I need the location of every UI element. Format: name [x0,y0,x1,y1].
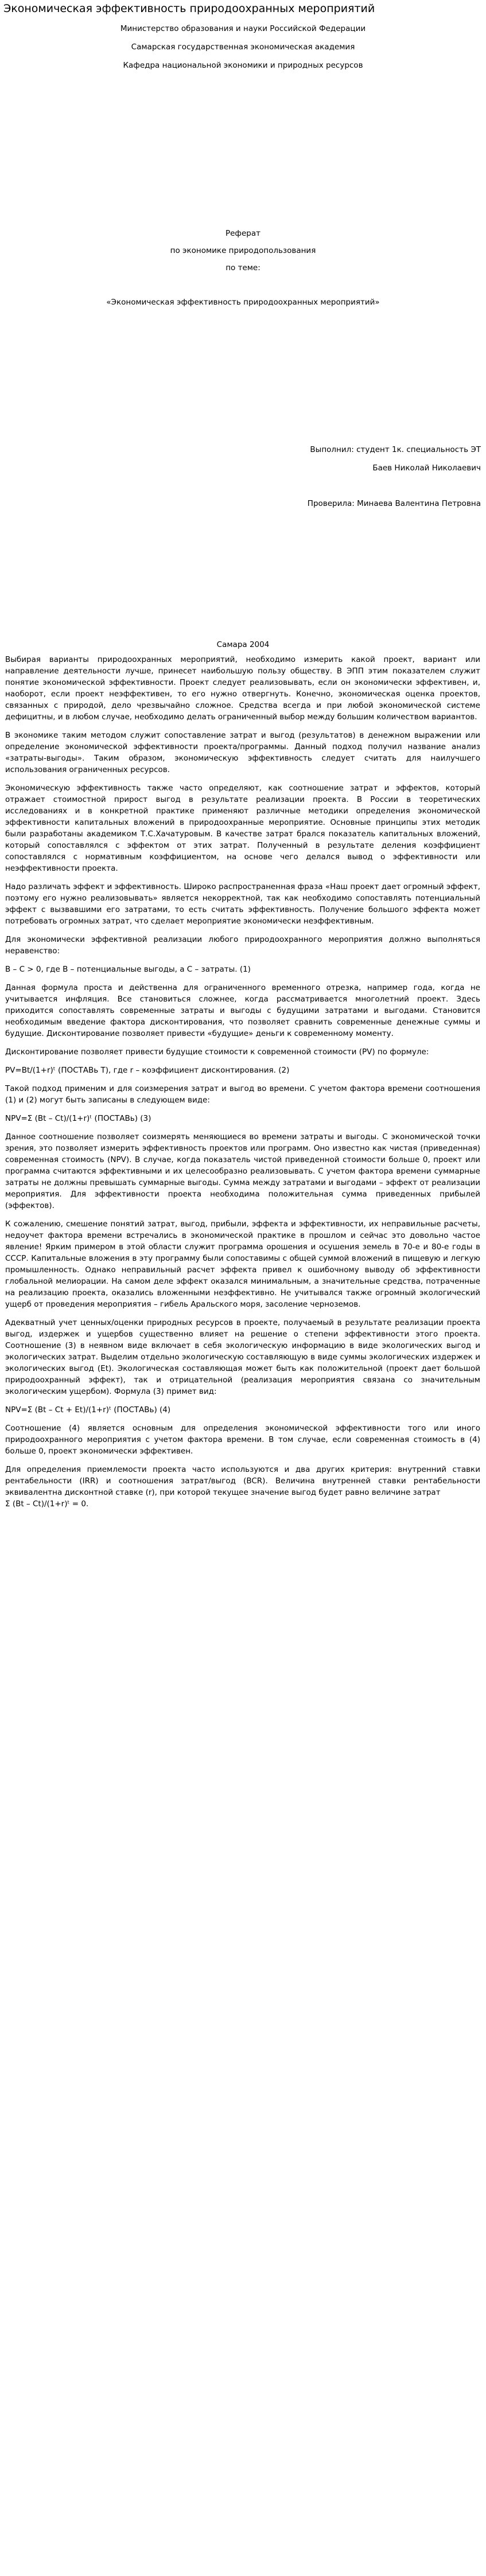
author-label: Выполнил: студент 1к. специальность ЭТ [310,445,481,454]
paragraph: Данная формула проста и действенна для ограниченного временного отрезка, например года, когда не учитывается инфляция. Все становиться сложнее, когда рассматривается многолетний проект. Здесь приходится сопоставлять современные затраты и выгоды с будущими затратами и выгодами. Становится необходимым введение фактора дисконтирования, что позволяет сравнить современные денежные суммы и будущие. Дисконтирование позволяет привести «будущие» деньги к современному моменту. [5,983,480,1038]
report-subject: по экономике природопользования [170,246,316,255]
paragraph: Надо различать эффект и эффективность. Широко распространенная фраза «Наш проект дает огромный эффект, поэтому его нужно реализовывать» является некорректной, так как необходимо сопоставлять потенциальный эффект с вызвавшими его затратами, то есть считать эффективность. Получение большого эффекта может потребовать огромных затрат, что сделает мероприятие экономически неэффективным. [5,882,480,926]
formula-2: PV=Bt/(1+r)ᵗ (ПОСТАВь T), где r – коэффициент дисконтирования. (2) [5,1066,290,1075]
formula-3: NPV=Σ (Bt – Ct)/(1+r)ᵗ (ПОСТАВь) (3) [5,1114,151,1123]
title-page-author [0,441,486,513]
paragraph: Для определения приемлемости проекта часто используются и два других критерия: внутренний ставки рентабельности (IRR) и соотношения затрат/выгод (BCR). Величина внутренней ставки рентабельности эквивалентна дисконтной ставке (r), при которой текущее значение выгод будет равно величине затрат [5,1465,480,1497]
paragraph: Соотношение (4) является основным для определения экономической эффективности того или иного природоохранного мероприятия с учетом фактора времени. В том случае, если современная стоимость в (4) больше 0, проект экономически эффективен. [5,1424,480,1456]
paragraph: Для экономически эффективной реализации любого природоохранного мероприятия должно выполняться неравенство: [5,935,480,956]
report-label: Реферат [225,229,261,238]
paragraph: К сожалению, смешение понятий затрат, выгод, прибыли, эффекта и эффективности, их неправильные расчеты, недоучет фактора времени встречались в экономической практике в прошлом и сейчас это довольно частое явление! Ярким примером в этой области служит программа орошения и осушения земель в 70-е и 80-е годы в СССР. Капитальные вложения в эту программу были сопоставимы с общей суммой вложений в пищевую и легкую промышленность. Однако неправильный расчет эффекта привел к ошибочному выводу об эффективности глобальной мелиорации. На самом деле эффект оказался минимальным, а значительные средства, потраченные на реализацию проекта, оказались вложенными неэффективно. Не учитывался также огромный экологический ущерб от проведения мероприятия – гибель Аральского моря, засоление черноземов. [5,1219,480,1309]
paragraph: Такой подход применим и для соизмерения затрат и выгод во времени. С учетом фактора времени соотношения (1) и (2) могут быть записаны в следующем виде: [5,1084,480,1105]
ministry-line: Министерство образования и науки Российской Федерации [120,24,366,33]
document-body [0,654,486,1510]
author-name: Баев Николай Николаевич [372,463,481,473]
city-year: Самара 2004 [216,640,270,649]
formula-5: Σ (Bt – Ct)/(1+r)ᵗ = 0. [5,1499,89,1509]
report-topic-label: по теме: [225,263,261,272]
title-page-header [0,20,486,75]
checker-name: Проверила: Минаева Валентина Петровна [307,499,481,508]
academy-line: Самарская государственная экономическая академия [131,42,355,52]
paragraph: Данное соотношение позволяет соизмерять меняющиеся во времени затраты и выгоды. С экономической точки зрения, это позволяет измерить эффективность проектов или программ. Оно известно как чистая (приведенная) современная стоимость (NPV). В случае, когда показатель чистой приведенной стоимости больше 0, проект или программа считаются эффективными и их целесообразно реализовывать. С учетом фактора времени суммарные затраты не должны превышать суммарные выгоды. Сумма между затратами и выгодами – эффект от реализации мероприятия. Для эффективности проекта необходима положительная сумма приведенных прибылей (эффектов). [5,1132,480,1210]
paragraph: Адекватный учет ценных/оценки природных ресурсов в проекте, получаемый в результате реализации проекта выгод, издержек и ущербов существенно влияет на решение о степени эффективности этого проекта. Соотношение (3) в неявном виде включает в себя экологическую информацию в виде экологических выгод и экологических затрат. Выделим отдельно экологическую составляющую в виде суммы экологических издержек и экологических выгод (Et). Экологическая составляющая может быть как положительной (проект дает большой природоохранный эффект), так и отрицательной (реализация мероприятия связана со значительным экологическим ущербом). Формула (3) примет вид: [5,1318,480,1396]
paragraph: Дисконтирование позволяет привести будущие стоимости к современной стоимости (PV) по формуле: [5,1047,429,1057]
report-topic: «Экономическая эффективность природоохранных мероприятий» [106,298,380,307]
title-page-report [0,225,486,311]
page-title: Экономическая эффективность природоохранных мероприятий [3,2,375,15]
paragraph: Экономическую эффективность также часто определяют, как соотношение затрат и эффектов, который отражает стоимостной прирост выгод в результате реализации проекта. В России в теоретических исследованиях и в конкретной практике применяют различные методики определения экономической эффективности капитальных вложений в природоохранные мероприятие. Основные принципы этих методик были разработаны академиком Т.С.Хачатуровым. В качестве затрат брался показатель капитальных вложений, который сопоставлялся с эффектом от этих затрат. Полученный в результате деления коэффициент сопоставлялся с нормативным коэффициентом, на основе чего делался вывод о эффективности или неэффективности проекта. [5,784,480,873]
paragraph: В экономике таким методом служит сопоставление затрат и выгод (результатов) в денежном выражении или определение экономической эффективности проекта/программы. Данный подход получил название анализ «затраты-выгоды». Таким образом, экономическую эффективность следует считать для наилучшего использования ограниченных ресурсов. [5,731,480,774]
department-line: Кафедра национальной экономики и природных ресурсов [123,61,363,70]
paragraph: Выбирая варианты природоохранных мероприятий, необходимо измерить какой проект, вариант или направление деятельности лучше, принесет наибольшую пользу обществу. В ЭПП этим показателем служит понятие экономической эффективности. Проект следует реализовывать, если он экономически эффективен, и, наоборот, если проект неэффективен, то его нужно отвергнуть. Конечно, экономическая оценка проектов, связанных с природой, дело чрезвычайно сложное. Средства всегда и при любой экономической системе дефицитны, и в любом случае, необходимо делать ограниченный выбор между большим количеством вариантов. [5,655,480,722]
formula-1: B – C > 0, где B – потенциальные выгоды, а C – затраты. (1) [5,965,251,974]
formula-4: NPV=Σ (Bt – Ct + Et)/(1+r)ᵗ (ПОСТАВь) (4) [5,1405,171,1414]
